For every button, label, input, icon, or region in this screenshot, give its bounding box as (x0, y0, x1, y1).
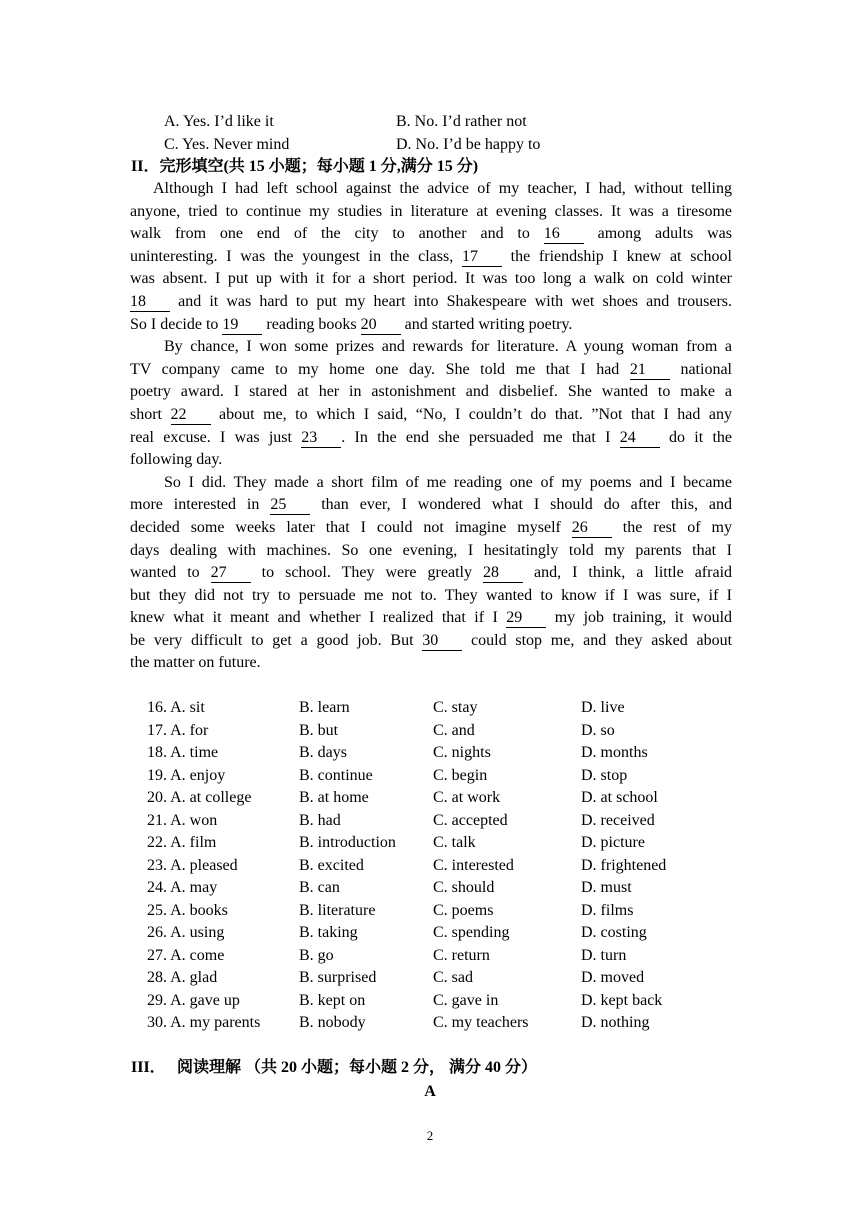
passage-text: national (669, 360, 732, 378)
blank-22: 22 (171, 406, 211, 425)
question-number-option-a: 21. A. won (147, 811, 218, 829)
question-number-option-a: 23. A. pleased (147, 856, 238, 874)
option-c: C. nights (433, 744, 491, 761)
passage-line (130, 607, 732, 630)
option-b: B. No. I’d rather not (396, 113, 527, 130)
option-c: C. poems (433, 901, 494, 919)
option-b: B. learn (299, 699, 350, 716)
option-a: A. Yes. I’d like it (164, 113, 274, 130)
blank-28: 28 (483, 564, 523, 583)
section-3-title: 阅读理解 （共 20 小题；每小题 2 分， 满分 40 分） (177, 1059, 538, 1076)
option-d: D. frightened (581, 856, 667, 874)
passage-text: among adults was (583, 225, 732, 243)
blank-20: 20 (361, 316, 401, 335)
passage-text: So I did. They made a short film of me reading one of my poems and I became (164, 473, 732, 491)
blank-21: 21 (630, 361, 670, 380)
passage-text: knew what it meant and whether I realized that if I (130, 609, 507, 627)
option-d: D. live (581, 699, 625, 716)
option-b: B. surprised (299, 969, 377, 986)
cloze-passage (130, 178, 732, 675)
passage-text: more interested in (130, 496, 271, 514)
passage-text: could stop me, and they asked about (462, 631, 733, 649)
passage-text: uninteresting. I was the youngest in the class, (130, 247, 462, 265)
option-d: D. picture (581, 834, 645, 851)
question-number-option-a: 22. A. film (147, 834, 217, 851)
question-row (0, 697, 860, 720)
section-3-heading (131, 1057, 537, 1079)
passage-text: my job training, it would (546, 609, 733, 627)
question-row (0, 945, 860, 968)
question-row (0, 877, 860, 900)
option-b: B. but (299, 721, 339, 739)
passage-line (130, 517, 732, 540)
passage-text: the friendship I knew at school (501, 247, 732, 265)
passage-text: TV company came to my home one day. She told me that I had (130, 360, 630, 378)
blank-16: 16 (544, 225, 584, 244)
passage-line (130, 494, 732, 517)
blank-29: 29 (506, 609, 546, 628)
passage-text: do it the (659, 428, 732, 446)
passage-text: than ever, I wondered what I should do after this, and (310, 496, 733, 514)
question-row (0, 720, 860, 743)
option-c: C. stay (433, 699, 478, 716)
question-number-option-a: 18. A. time (147, 744, 219, 761)
option-c: C. talk (433, 834, 476, 851)
section-2-heading: II．完形填空(共 15 小题；每小题 1 分,满分 15 分) (131, 158, 479, 175)
option-b: B. kept on (299, 991, 366, 1009)
question-row (0, 855, 860, 878)
passage-line (130, 359, 732, 382)
passage-line (130, 268, 732, 291)
passage-text: . In the end she persuaded me that I (341, 428, 620, 446)
question-number-option-a: 29. A. gave up (147, 991, 240, 1009)
passage-line (130, 223, 732, 246)
passage-text: wanted to (130, 564, 211, 582)
option-d: D. stop (581, 766, 628, 784)
passage-text: Although I had left school against the advice of my teacher, I had, without telling (153, 180, 732, 197)
passage-text: poetry award. I stared at her in astonishment and disbelief. She wanted to make a (130, 383, 732, 401)
question-number-option-a: 16. A. sit (147, 699, 205, 716)
question-number-option-a: 27. A. come (147, 946, 225, 964)
passage-text: the rest of my (611, 518, 733, 536)
option-c: C. my teachers (433, 1014, 529, 1031)
question-number-option-a: 24. A. may (147, 879, 218, 896)
passage-line (130, 178, 732, 201)
passage-text: decided some weeks later that I could not imagine myself (130, 518, 572, 536)
option-d: D. moved (581, 969, 645, 986)
passage-text: anyone, tried to continue my studies in literature at evening classes. It was a tiresome (130, 202, 732, 220)
option-d: D. months (581, 744, 648, 761)
passage-line (130, 585, 732, 608)
option-c: C. should (433, 879, 495, 896)
question-number-option-a: 17. A. for (147, 721, 209, 739)
blank-17: 17 (462, 248, 502, 267)
option-d: D. received (581, 811, 655, 829)
option-b: B. continue (299, 766, 373, 784)
option-b: B. nobody (299, 1014, 366, 1031)
passage-line (130, 246, 732, 269)
passage-text: to school. They were greatly (250, 564, 483, 582)
passage-line (130, 314, 732, 337)
question-row (0, 742, 860, 765)
option-b: B. had (299, 811, 341, 829)
question-number-option-a: 30. A. my parents (147, 1014, 261, 1031)
passage-line (130, 630, 732, 653)
blank-25: 25 (270, 496, 310, 515)
option-b: B. can (299, 879, 340, 896)
section-3-numeral: III． (131, 1059, 166, 1076)
question-number-option-a: 20. A. at college (147, 789, 252, 806)
passage-text: and it was hard to put my heart into Shakespeare with wet shoes and trousers. (170, 292, 732, 310)
option-d: D. at school (581, 789, 658, 806)
option-c: C. at work (433, 789, 501, 806)
option-d: D. kept back (581, 991, 663, 1009)
passage-text: So I decide to (130, 315, 223, 333)
passage-line (130, 562, 732, 585)
option-b: B. taking (299, 924, 358, 941)
option-c: C. sad (433, 969, 473, 986)
passage-line (130, 472, 732, 495)
question-row (0, 922, 860, 945)
option-c: C. accepted (433, 811, 508, 829)
passage-line (130, 404, 732, 427)
passage-text: short (130, 405, 171, 423)
option-d: D. must (581, 879, 632, 896)
passage-line (130, 427, 732, 450)
passage-line (130, 201, 732, 224)
question-row (0, 1012, 860, 1035)
question-row (0, 765, 860, 788)
option-b: B. go (299, 946, 334, 964)
question-number-option-a: 26. A. using (147, 924, 225, 941)
question-row (0, 967, 860, 990)
blank-18: 18 (130, 293, 170, 312)
option-d: D. costing (581, 924, 647, 941)
option-b: B. introduction (299, 834, 396, 851)
option-c: C. and (433, 721, 475, 739)
passage-line (130, 291, 732, 314)
option-b: B. days (299, 744, 347, 761)
passage-line (130, 381, 732, 404)
question-row (0, 990, 860, 1013)
passage-text: and started writing poetry. (400, 315, 573, 333)
option-d: D. turn (581, 946, 627, 964)
option-c: C. begin (433, 766, 488, 784)
page-number: 2 (426, 1128, 434, 1143)
passage-text: and, I think, a little afraid (522, 564, 733, 582)
option-b: B. excited (299, 856, 364, 874)
blank-26: 26 (572, 519, 612, 538)
passage-text: about me, to which I said, “No, I couldn’t do that. ”Not that I had any (210, 405, 733, 423)
option-c: C. return (433, 946, 490, 964)
passage-line (130, 652, 732, 675)
passage-text: be very difficult to get a good job. But (130, 631, 423, 649)
question-number-option-a: 25. A. books (147, 901, 228, 919)
question-number-option-a: 19. A. enjoy (147, 766, 226, 784)
passage-text: By chance, I won some prizes and rewards for literature. A young woman from a (164, 338, 732, 356)
question-row (0, 810, 860, 833)
passage-text: but they did not try to persuade me not to. They wanted to know if I was sure, if I (130, 586, 732, 604)
option-d: D. films (581, 901, 634, 919)
passage-line (130, 336, 732, 359)
passage-text: following day. (130, 451, 223, 469)
passage-text: days dealing with machines. So one evening, I hesitatingly told my parents that I (130, 541, 732, 559)
question-row (0, 832, 860, 855)
passage-text: walk from one end of the city to another and to (130, 225, 544, 243)
option-c: C. Yes. Never mind (164, 136, 290, 153)
passage-text: real excuse. I was just (130, 428, 302, 446)
blank-19: 19 (222, 316, 262, 335)
blank-27: 27 (211, 564, 251, 583)
question-number-option-a: 28. A. glad (147, 969, 218, 986)
option-d: D. nothing (581, 1014, 650, 1031)
option-c: C. gave in (433, 991, 499, 1009)
passage-a-label: A (424, 1083, 436, 1100)
question-row (0, 900, 860, 923)
option-c: C. spending (433, 924, 510, 941)
option-d: D. so (581, 721, 615, 739)
option-c: C. interested (433, 856, 514, 874)
option-b: B. literature (299, 901, 376, 919)
passage-line (130, 540, 732, 563)
passage-text: the matter on future. (130, 654, 261, 672)
passage-line (130, 449, 732, 472)
blank-30: 30 (422, 632, 462, 651)
question-row (0, 787, 860, 810)
option-d: D. No. I’d be happy to (396, 136, 541, 153)
blank-24: 24 (620, 429, 660, 448)
passage-text: reading books (262, 315, 361, 333)
passage-text: was absent. I put up with it for a short period. It was too long a walk on cold winter (130, 270, 732, 288)
blank-23: 23 (301, 429, 341, 448)
option-b: B. at home (299, 789, 369, 806)
